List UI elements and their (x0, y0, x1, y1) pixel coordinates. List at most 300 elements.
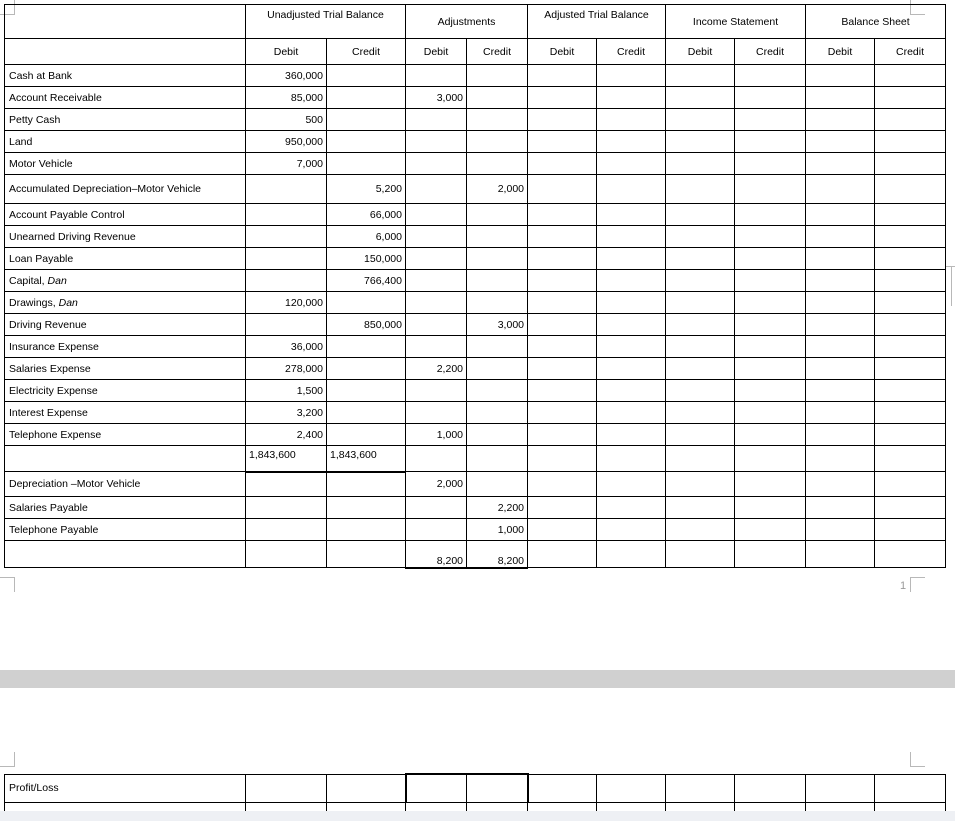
empty-cell (806, 519, 875, 541)
empty-cell (666, 472, 735, 497)
account-name: Telephone Payable (5, 519, 246, 541)
account-name-text: Driving Revenue (9, 318, 87, 331)
account-name-text: Loan Payable (9, 252, 74, 265)
empty-cell (666, 519, 735, 541)
unadjusted-debit-cell (246, 248, 327, 270)
unadjusted-debit-cell: 3,200 (246, 402, 327, 424)
empty-cell (597, 226, 666, 248)
empty-cell (735, 270, 806, 292)
account-name (5, 336, 246, 358)
unadjusted-debit-cell: 36,000 (246, 336, 327, 358)
account-row (5, 248, 946, 270)
empty-cell (875, 270, 946, 292)
empty-cell (666, 270, 735, 292)
adjustments-debit-cell (406, 175, 467, 204)
empty-cell (735, 336, 806, 358)
empty-cell (875, 402, 946, 424)
account-row (5, 153, 946, 175)
empty-cell (875, 541, 946, 568)
account-name (5, 131, 246, 153)
adjustments-debit-cell (406, 153, 467, 175)
empty-cell (597, 292, 666, 314)
empty-cell (806, 336, 875, 358)
empty-cell (597, 446, 666, 472)
adjustments-debit-cell (406, 497, 467, 519)
account-name-text: Insurance Expense (9, 340, 99, 353)
crop-mark-bottom-left (0, 577, 15, 592)
cell (806, 774, 875, 802)
empty-cell (597, 87, 666, 109)
account-row (5, 424, 946, 446)
adjustment-account-row (5, 519, 946, 541)
empty-cell (806, 204, 875, 226)
account-name-text: Electricity Expense (9, 384, 98, 397)
empty-cell (735, 472, 806, 497)
empty-cell (666, 402, 735, 424)
empty-cell (597, 131, 666, 153)
unadjusted-debit-cell: 278,000 (246, 358, 327, 380)
empty-cell (666, 226, 735, 248)
empty-cell (806, 131, 875, 153)
empty-cell (528, 248, 597, 270)
unadjusted-credit-cell (327, 472, 406, 497)
account-row (5, 226, 946, 248)
unadjusted-credit-cell (327, 87, 406, 109)
empty-cell (735, 402, 806, 424)
unadjusted-credit-cell (327, 153, 406, 175)
empty-cell (806, 497, 875, 519)
empty-cell (875, 204, 946, 226)
income-statement-header: Income Statement (666, 5, 806, 39)
account-name-text: Drawings, (9, 296, 59, 309)
empty-cell (875, 336, 946, 358)
empty-cell (597, 153, 666, 175)
empty-cell (666, 204, 735, 226)
adjustments-credit-cell: 1,000 (467, 519, 528, 541)
empty-cell (528, 270, 597, 292)
adjustments-credit-header: Credit (467, 39, 528, 65)
account-subheader (5, 39, 246, 65)
empty-cell (666, 109, 735, 131)
empty-cell (528, 292, 597, 314)
adjustments-debit-cell (406, 402, 467, 424)
empty-cell (806, 292, 875, 314)
empty-cell (666, 248, 735, 270)
empty-cell (597, 270, 666, 292)
unadjusted-credit-cell: 766,400 (327, 270, 406, 292)
empty-cell (528, 497, 597, 519)
account-name-text: Account Receivable (9, 91, 102, 104)
adjustments-debit-cell (406, 519, 467, 541)
empty-cell (666, 358, 735, 380)
account-name: Salaries Payable (5, 497, 246, 519)
empty-cell (875, 424, 946, 446)
adjustments-debit-cell (406, 270, 467, 292)
empty-cell (528, 446, 597, 472)
cell (246, 774, 327, 802)
adjusted-debit-header: Debit (528, 39, 597, 65)
unadjusted-debit-cell (246, 497, 327, 519)
empty-cell (875, 497, 946, 519)
adjustments-debit-cell: 2,000 (406, 472, 467, 497)
unadjusted-credit-cell (327, 336, 406, 358)
empty-cell (666, 446, 735, 472)
account-name (5, 153, 246, 175)
window-bottom-strip (0, 811, 955, 821)
empty-cell (735, 541, 806, 568)
empty-cell (597, 336, 666, 358)
empty-cell (806, 358, 875, 380)
adjustments-credit-cell (467, 380, 528, 402)
empty-cell (528, 380, 597, 402)
empty-cell (528, 424, 597, 446)
account-row (5, 314, 946, 336)
empty-cell (597, 248, 666, 270)
account-row (5, 87, 946, 109)
adjustments-credit-cell (467, 109, 528, 131)
empty-cell (735, 109, 806, 131)
empty-cell (735, 314, 806, 336)
empty-cell (666, 380, 735, 402)
empty-cell (806, 175, 875, 204)
account-name (5, 226, 246, 248)
adjustments-credit-cell (467, 65, 528, 87)
unadjusted-credit-cell (327, 497, 406, 519)
empty-cell (735, 446, 806, 472)
account-name (5, 358, 246, 380)
empty-cell (875, 472, 946, 497)
account-row (5, 336, 946, 358)
account-row (5, 292, 946, 314)
empty-cell (597, 402, 666, 424)
adjustments-debit-cell (406, 65, 467, 87)
account-name: Depreciation –Motor Vehicle (5, 472, 246, 497)
totals-label-cell (5, 541, 246, 568)
empty-cell (666, 336, 735, 358)
adjustments-credit-cell (467, 204, 528, 226)
empty-cell (528, 175, 597, 204)
account-row (5, 131, 946, 153)
cell (597, 774, 666, 802)
empty-cell (735, 424, 806, 446)
adjustments-debit-cell (406, 292, 467, 314)
unadjusted-debit-cell: 950,000 (246, 131, 327, 153)
empty-cell (806, 153, 875, 175)
unadjusted-credit-cell (327, 109, 406, 131)
account-name-text: Land (9, 135, 33, 148)
adjustments-debit-cell: 3,000 (406, 87, 467, 109)
empty-cell (735, 497, 806, 519)
empty-cell (735, 131, 806, 153)
empty-cell (806, 109, 875, 131)
empty-cell (597, 472, 666, 497)
unadjusted-credit-cell: 850,000 (327, 314, 406, 336)
worksheet-table (4, 4, 946, 569)
unadjusted-debit-cell: 7,000 (246, 153, 327, 175)
empty-cell (666, 131, 735, 153)
account-name (5, 175, 246, 204)
unadjusted-credit-cell (327, 65, 406, 87)
empty-cell (528, 402, 597, 424)
adjustments-credit-cell (467, 472, 528, 497)
empty-cell (875, 248, 946, 270)
adjustments-credit-cell (467, 402, 528, 424)
adjustments-debit-cell (406, 204, 467, 226)
adjustments-debit-cell: 1,000 (406, 424, 467, 446)
empty-cell (875, 131, 946, 153)
account-name-text: Telephone Expense (9, 428, 102, 441)
adjustments-credit-cell (467, 226, 528, 248)
empty-cell (528, 153, 597, 175)
owner-name: Dan (58, 296, 78, 309)
account-name-text: Account Payable Control (9, 208, 125, 221)
empty-cell (806, 270, 875, 292)
empty-cell (806, 424, 875, 446)
empty-cell (735, 175, 806, 204)
account-name (5, 248, 246, 270)
empty-cell (528, 472, 597, 497)
adjusted-trial-balance-header: Adjusted Trial Balance (528, 5, 666, 39)
adjustments-debit-cell (406, 109, 467, 131)
empty-cell (597, 314, 666, 336)
empty-cell (875, 519, 946, 541)
adjustments-credit-total: 8,200 (467, 541, 528, 568)
empty-cell (806, 402, 875, 424)
adjustments-debit-cell: 2,200 (406, 358, 467, 380)
unadjusted-credit-cell: 6,000 (327, 226, 406, 248)
account-row (5, 402, 946, 424)
empty-cell (735, 65, 806, 87)
adjustments-credit-cell: 3,000 (467, 314, 528, 336)
adjustments-debit-cell (406, 248, 467, 270)
cell (735, 774, 806, 802)
balance-sheet-header: Balance Sheet (806, 5, 946, 39)
empty-cell (806, 314, 875, 336)
empty-cell (806, 248, 875, 270)
empty-cell (735, 519, 806, 541)
unadjusted-credit-cell (327, 519, 406, 541)
unadjusted-debit-cell: 500 (246, 109, 327, 131)
account-name (5, 204, 246, 226)
account-name (5, 402, 246, 424)
empty-cell (597, 541, 666, 568)
account-name-text: Interest Expense (9, 406, 88, 419)
empty-cell (806, 65, 875, 87)
adjustments-credit-cell (467, 87, 528, 109)
empty-cell (528, 358, 597, 380)
adjustment-totals-row (5, 541, 946, 568)
crop-mark-page2-right (910, 752, 925, 767)
empty-cell (528, 519, 597, 541)
unadjusted-debit-cell: 2,400 (246, 424, 327, 446)
income-credit-header: Credit (735, 39, 806, 65)
cell (467, 774, 528, 802)
empty-cell (528, 65, 597, 87)
account-row (5, 65, 946, 87)
empty-cell (735, 292, 806, 314)
account-row (5, 270, 946, 292)
empty-cell (528, 87, 597, 109)
account-column-header (5, 5, 246, 39)
totals-label-cell (5, 446, 246, 472)
account-name-text: Motor Vehicle (9, 157, 73, 170)
unadjusted-trial-balance-header: Unadjusted Trial Balance (246, 5, 406, 39)
account-name (5, 109, 246, 131)
account-name-text: Cash at Bank (9, 69, 73, 82)
empty-cell (597, 65, 666, 87)
unadjusted-debit-cell (246, 270, 327, 292)
empty-cell (735, 248, 806, 270)
account-row (5, 204, 946, 226)
account-name (5, 65, 246, 87)
empty-cell (666, 497, 735, 519)
adjustments-credit-cell (467, 270, 528, 292)
empty-cell (875, 226, 946, 248)
unadjusted-debit-cell (246, 226, 327, 248)
empty-cell (875, 358, 946, 380)
adjustments-credit-cell (467, 336, 528, 358)
unadjusted-totals-row (5, 446, 946, 472)
cell (406, 774, 467, 802)
account-row (5, 175, 946, 204)
adjustments-credit-cell (467, 153, 528, 175)
adjustments-debit-total: 8,200 (406, 541, 467, 568)
empty-cell (806, 472, 875, 497)
margin-mark-vertical (951, 266, 952, 306)
empty-cell (246, 541, 327, 568)
empty-cell (467, 446, 528, 472)
empty-cell (875, 314, 946, 336)
unadjusted-credit-total: 1,843,600 (327, 446, 406, 472)
adjustments-header: Adjustments (406, 5, 528, 39)
empty-cell (666, 424, 735, 446)
adjustments-credit-cell: 2,000 (467, 175, 528, 204)
empty-cell (597, 175, 666, 204)
empty-cell (597, 204, 666, 226)
account-name-text: Capital, (9, 274, 48, 287)
account-name (5, 424, 246, 446)
balance-debit-header: Debit (806, 39, 875, 65)
account-name-text: Unearned Driving Revenue (9, 230, 136, 243)
unadjusted-credit-cell: 150,000 (327, 248, 406, 270)
adjustments-debit-cell (406, 314, 467, 336)
account-row (5, 358, 946, 380)
empty-cell (528, 109, 597, 131)
empty-cell (666, 292, 735, 314)
adjustments-debit-cell (406, 226, 467, 248)
unadjusted-credit-cell (327, 358, 406, 380)
empty-cell (666, 65, 735, 87)
empty-cell (735, 226, 806, 248)
cell (528, 774, 597, 802)
unadjusted-debit-cell: 85,000 (246, 87, 327, 109)
adjusted-credit-header: Credit (597, 39, 666, 65)
page-number: 1 (900, 580, 907, 592)
adjustments-debit-cell (406, 131, 467, 153)
unadjusted-credit-cell (327, 292, 406, 314)
crop-mark-bottom-right (910, 577, 925, 592)
income-debit-header: Debit (666, 39, 735, 65)
empty-cell (875, 65, 946, 87)
unadjusted-credit-cell: 66,000 (327, 204, 406, 226)
adjustments-debit-cell (406, 336, 467, 358)
empty-cell (597, 380, 666, 402)
empty-cell (806, 541, 875, 568)
empty-cell (875, 380, 946, 402)
empty-cell (528, 226, 597, 248)
unadjusted-credit-cell (327, 424, 406, 446)
cell (666, 774, 735, 802)
empty-cell (875, 109, 946, 131)
empty-cell (528, 204, 597, 226)
empty-cell (597, 519, 666, 541)
adjustments-debit-cell (406, 380, 467, 402)
unadjusted-debit-cell (246, 314, 327, 336)
account-row (5, 380, 946, 402)
worksheet-continuation-table (4, 773, 946, 815)
empty-cell (875, 175, 946, 204)
empty-cell (735, 204, 806, 226)
empty-cell (806, 446, 875, 472)
empty-cell (806, 226, 875, 248)
adjustment-account-row (5, 497, 946, 519)
account-name (5, 380, 246, 402)
cell (327, 774, 406, 802)
unadjusted-debit-header: Debit (246, 39, 327, 65)
empty-cell (875, 446, 946, 472)
empty-cell (735, 153, 806, 175)
unadjusted-credit-cell (327, 402, 406, 424)
account-name-text: Accumulated Depreciation–Motor Vehicle (9, 183, 202, 195)
empty-cell (806, 87, 875, 109)
unadjusted-debit-cell: 1,500 (246, 380, 327, 402)
adjustments-debit-header: Debit (406, 39, 467, 65)
empty-cell (666, 175, 735, 204)
empty-cell (875, 153, 946, 175)
account-name (5, 314, 246, 336)
unadjusted-debit-cell (246, 519, 327, 541)
adjustments-credit-cell (467, 248, 528, 270)
page-break-band (0, 670, 955, 688)
unadjusted-debit-cell: 120,000 (246, 292, 327, 314)
margin-mark (945, 266, 955, 267)
empty-cell (327, 541, 406, 568)
unadjusted-credit-cell (327, 380, 406, 402)
account-name (5, 292, 246, 314)
balance-credit-header: Credit (875, 39, 946, 65)
unadjusted-credit-header: Credit (327, 39, 406, 65)
empty-cell (666, 541, 735, 568)
owner-name: Dan (47, 274, 67, 287)
account-name (5, 270, 246, 292)
empty-cell (406, 446, 467, 472)
unadjusted-credit-cell: 5,200 (327, 175, 406, 204)
empty-cell (528, 131, 597, 153)
empty-cell (528, 541, 597, 568)
account-name-text: Petty Cash (9, 113, 61, 126)
empty-cell (735, 380, 806, 402)
adjustments-credit-cell (467, 292, 528, 314)
empty-cell (597, 424, 666, 446)
account-name-text: Salaries Expense (9, 362, 91, 375)
empty-cell (735, 358, 806, 380)
empty-cell (735, 87, 806, 109)
empty-cell (806, 380, 875, 402)
adjustments-credit-cell (467, 424, 528, 446)
profit-loss-label: Profit/Loss (5, 774, 246, 802)
cell (875, 774, 946, 802)
unadjusted-debit-total: 1,843,600 (246, 446, 327, 472)
